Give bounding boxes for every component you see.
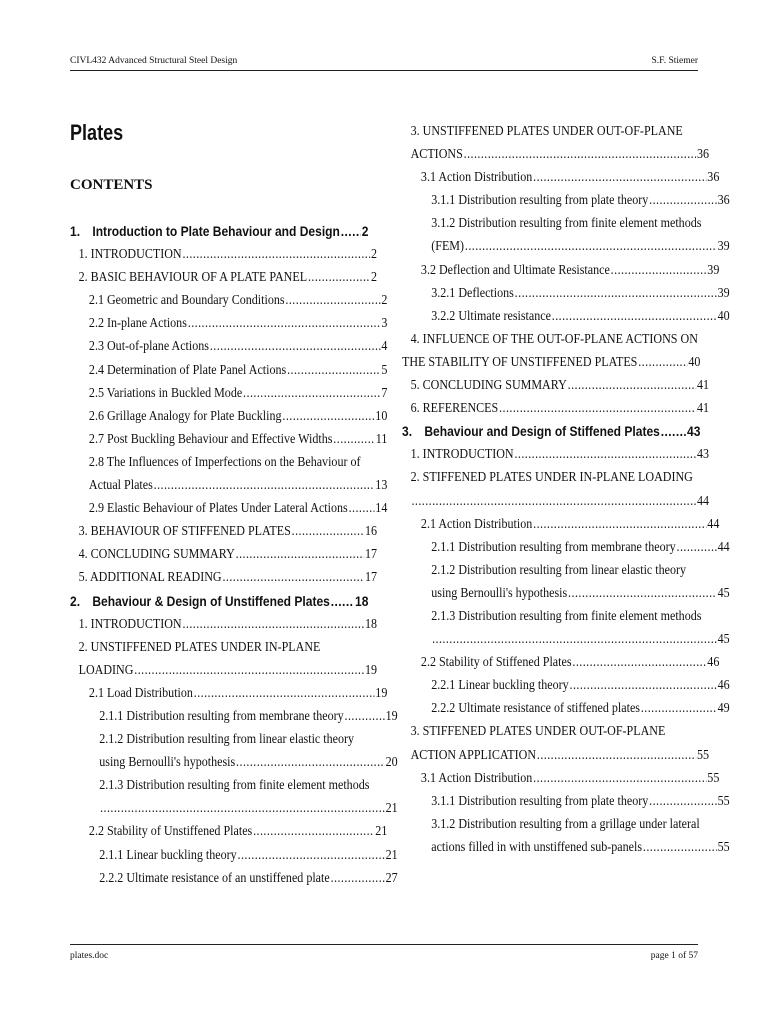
toc-leader-dots: [649, 790, 717, 813]
toc-leader-dots: [236, 543, 364, 566]
toc-leader-dots: [331, 590, 354, 613]
toc-page-number: 20: [385, 755, 398, 771]
toc-page-number: 13: [375, 478, 388, 494]
toc-page-number: 16: [364, 524, 378, 540]
toc-page-number: 5: [381, 362, 388, 378]
toc-entry[interactable]: [70, 520, 377, 543]
toc-page-number: 21: [385, 847, 398, 863]
toc-entry-text: Actual Plates: [88, 478, 153, 494]
toc-entry-text: 1. INTRODUCTION: [78, 247, 182, 263]
toc-leader-dots: [611, 259, 707, 282]
toc-entry-text: 2.1.1 Distribution resulting from membrane theory: [99, 708, 344, 724]
toc-entry-text: 2.3 Out-of-plane Actions: [88, 339, 209, 355]
toc-entry-text: 3.2 Deflection and Ultimate Resistance: [420, 262, 610, 278]
toc-entry[interactable]: [402, 536, 730, 559]
toc-entry[interactable]: [402, 282, 730, 305]
toc-entry-text: 2.1 Load Distribution: [88, 685, 193, 701]
toc-page-number: 2: [371, 270, 378, 286]
page-header: [70, 56, 698, 71]
toc-leader-dots: [568, 374, 696, 397]
toc-entry[interactable]: [402, 720, 709, 743]
toc-entry-text: 2.1.3 Distribution resulting from finite element methods: [431, 608, 702, 624]
toc-entry-text: 2.5 Variations in Buckled Mode: [88, 385, 243, 401]
toc-entry[interactable]: [402, 212, 730, 235]
toc-entry[interactable]: [402, 259, 719, 282]
toc-page-number: 39: [707, 262, 720, 278]
toc-page-number: 44: [696, 493, 710, 509]
toc-entry[interactable]: [402, 328, 709, 351]
toc-leader-dots: [349, 497, 375, 520]
toc-leader-dots: [154, 474, 375, 497]
toc-entry-text: using Bernoulli's hypothesis: [99, 755, 236, 771]
toc-entry[interactable]: [402, 397, 709, 420]
toc-entry[interactable]: [70, 659, 377, 682]
toc-entry[interactable]: [70, 451, 387, 474]
toc-entry[interactable]: [402, 582, 730, 605]
toc-leader-dots: [677, 536, 717, 559]
toc-entry[interactable]: [402, 305, 730, 328]
toc-page-number: 36: [696, 147, 710, 163]
toc-leader-dots: [641, 697, 717, 720]
toc-page-number: 45: [717, 632, 730, 648]
toc-chapter-number: 3.: [402, 423, 413, 440]
toc-entry[interactable]: [70, 636, 377, 659]
toc-entry[interactable]: [70, 543, 377, 566]
author-name: S.F. Stiemer: [651, 56, 698, 66]
page-number: page 1 of 57: [650, 951, 698, 961]
toc-entry[interactable]: [402, 120, 709, 143]
toc-entry-text: ACTIONS: [410, 147, 463, 163]
toc-entry[interactable]: [70, 682, 387, 705]
toc-entry[interactable]: [402, 443, 709, 466]
file-name: plates.doc: [70, 951, 109, 961]
toc-leader-dots: [661, 420, 686, 443]
toc-entry-text: 2.7 Post Buckling Behaviour and Effective Widths: [88, 431, 333, 447]
toc-leader-dots: [287, 359, 380, 382]
toc-entry[interactable]: [70, 382, 387, 405]
toc-leader-dots: [243, 382, 380, 405]
toc-leader-dots: [333, 428, 375, 451]
toc-entry[interactable]: [402, 166, 719, 189]
toc-entry-text: 2. STIFFENED PLATES UNDER IN-PLANE LOADING: [410, 470, 693, 486]
toc-leader-dots: [570, 674, 717, 697]
toc-entry[interactable]: [70, 566, 377, 589]
toc-leader-dots: [552, 305, 717, 328]
toc-page-number: 17: [364, 547, 378, 563]
toc-leader-dots: [188, 312, 381, 335]
toc-entry-text: 2.9 Elastic Behaviour of Plates Under Lateral Actions: [88, 501, 348, 517]
toc-entry-text: Behaviour and Design of Stiffened Plates: [424, 423, 660, 440]
toc-leader-dots: [572, 651, 706, 674]
toc-entry-text: 3. BEHAVIOUR OF STIFFENED PLATES: [78, 524, 291, 540]
toc-entry-text: 4. INFLUENCE OF THE OUT-OF-PLANE ACTIONS ON: [410, 331, 698, 347]
toc-entry[interactable]: [70, 797, 398, 820]
toc-page-number: 18: [355, 592, 369, 609]
toc-page-number: 18: [364, 616, 378, 632]
toc-leader-dots: [285, 289, 380, 312]
toc-leader-dots: [345, 705, 385, 728]
toc-leader-dots: [236, 751, 385, 774]
toc-entry[interactable]: [70, 705, 398, 728]
toc-entry-text: 2. BASIC BEHAVIOUR OF A PLATE PANEL: [78, 270, 308, 286]
toc-entry-text: 3.1 Action Distribution: [420, 770, 533, 786]
course-title: CIVL432 Advanced Structural Steel Design: [70, 56, 238, 66]
toc-entry-text: 2.8 The Influences of Imperfections on the Behaviour of: [88, 454, 361, 470]
toc-leader-dots: [194, 682, 375, 705]
toc-chapter-entry[interactable]: [402, 420, 700, 443]
toc-page-number: 4: [381, 339, 388, 355]
toc-entry[interactable]: [70, 728, 398, 751]
toc-page-number: 49: [717, 701, 730, 717]
toc-page-number: 41: [696, 401, 710, 417]
toc-page-number: 55: [717, 793, 730, 809]
toc-entry-text: 2.6 Grillage Analogy for Plate Buckling: [88, 408, 282, 424]
toc-entry-text: 1. INTRODUCTION: [78, 616, 182, 632]
toc-page-number: 14: [375, 501, 388, 517]
toc-leader-dots: [411, 490, 696, 513]
toc-leader-dots: [464, 143, 696, 166]
toc-page-number: 44: [707, 516, 720, 532]
toc-entry-text: 2.2.1 Linear buckling theory: [431, 678, 569, 694]
toc-leader-dots: [134, 659, 364, 682]
toc-page-number: 27: [385, 870, 398, 886]
toc-entry-text: 3.1.2 Distribution resulting from a grillage under lateral: [431, 816, 700, 832]
toc-leader-dots: [253, 820, 374, 843]
toc-page-number: 2: [361, 223, 369, 239]
toc-entry[interactable]: [70, 405, 387, 428]
toc-entry-text: Behaviour & Design of Unstiffened Plates: [92, 592, 330, 609]
toc-page-number: 36: [707, 170, 720, 186]
toc-page-number: 21: [385, 801, 398, 817]
toc-page-number: 55: [696, 747, 710, 763]
toc-entry[interactable]: [402, 767, 719, 790]
toc-leader-dots: [514, 443, 696, 466]
toc-entry[interactable]: [70, 289, 387, 312]
toc-entry[interactable]: [402, 374, 709, 397]
toc-page-number: 7: [381, 385, 388, 401]
toc-entry[interactable]: [70, 312, 387, 335]
toc-page-number: 40: [688, 354, 701, 370]
toc-entry-text: 4. CONCLUDING SUMMARY: [78, 547, 235, 563]
toc-page-number: 40: [717, 308, 730, 324]
toc-leader-dots: [533, 166, 706, 189]
toc-right-column: [402, 120, 730, 859]
toc-leader-dots: [432, 628, 717, 651]
toc-page-number: 21: [375, 824, 388, 840]
toc-page-number: 55: [717, 839, 730, 855]
toc-entry[interactable]: [402, 651, 719, 674]
toc-entry[interactable]: [70, 751, 398, 774]
toc-entry-text: 2.2 In-plane Actions: [88, 316, 187, 332]
toc-page-number: 10: [375, 408, 388, 424]
toc-page-number: 46: [707, 655, 720, 671]
toc-entry-text: 2.1 Action Distribution: [420, 516, 533, 532]
toc-page-number: 19: [385, 708, 398, 724]
toc-entry-text: 2. UNSTIFFENED PLATES UNDER IN-PLANE: [78, 639, 321, 655]
document-title: Plates: [70, 120, 124, 145]
toc-entry-text: 2.2.2 Ultimate resistance of an unstiffened plate: [99, 870, 330, 886]
toc-entry-text: 2.1 Geometric and Boundary Conditions: [88, 293, 285, 309]
toc-chapter-number: 1.: [70, 223, 81, 239]
toc-leader-dots: [182, 613, 364, 636]
toc-page-number: 43: [687, 423, 701, 440]
toc-entry-text: ACTION APPLICATION: [410, 747, 537, 763]
toc-leader-dots: [533, 767, 706, 790]
toc-leader-dots: [238, 844, 385, 867]
toc-leader-dots: [182, 243, 370, 266]
toc-page-number: 36: [717, 193, 730, 209]
toc-entry[interactable]: [402, 513, 719, 536]
toc-chapter-entry[interactable]: [70, 590, 368, 613]
toc-leader-dots: [210, 335, 381, 358]
toc-entry[interactable]: [402, 466, 709, 489]
toc-entry[interactable]: [70, 497, 387, 520]
toc-entry[interactable]: [70, 820, 387, 843]
toc-entry-text: LOADING: [78, 662, 134, 678]
toc-entry[interactable]: [70, 359, 387, 382]
contents-heading: CONTENTS: [70, 177, 153, 193]
toc-entry-text: 2.2 Stability of Stiffened Plates: [420, 655, 572, 671]
toc-entry-text: 3.2.2 Ultimate resistance: [431, 308, 551, 324]
toc-entry-text: using Bernoulli's hypothesis: [431, 585, 568, 601]
toc-entry[interactable]: [402, 235, 730, 258]
toc-entry[interactable]: [402, 490, 709, 513]
toc-entry[interactable]: [70, 266, 377, 289]
toc-entry-text: 3.1 Action Distribution: [420, 170, 533, 186]
toc-page-number: 11: [375, 431, 388, 447]
toc-leader-dots: [341, 220, 361, 243]
toc-entry-text: 2.2 Stability of Unstiffened Plates: [88, 824, 253, 840]
toc-entry-text: 5. ADDITIONAL READING: [78, 570, 222, 586]
toc-page-number: 39: [717, 285, 730, 301]
toc-entry-text: (FEM): [431, 239, 465, 255]
toc-leader-dots: [638, 351, 687, 374]
toc-entry[interactable]: [402, 674, 730, 697]
toc-leader-dots: [499, 397, 696, 420]
toc-leader-dots: [465, 235, 717, 258]
toc-entry[interactable]: [70, 613, 377, 636]
toc-page-number: 2: [381, 293, 388, 309]
toc-leader-dots: [331, 867, 385, 890]
toc-page-number: 19: [364, 662, 378, 678]
toc-entry-text: 2.1.1 Linear buckling theory: [99, 847, 237, 863]
toc-entry[interactable]: [402, 351, 700, 374]
toc-entry-text: 5. CONCLUDING SUMMARY: [410, 378, 567, 394]
toc-page-number: 39: [717, 239, 730, 255]
toc-entry[interactable]: [402, 744, 709, 767]
toc-entry-text: 2.1.2 Distribution resulting from linear elastic theory: [431, 562, 687, 578]
toc-leader-dots: [533, 513, 706, 536]
toc-entry-text: 3.1.2 Distribution resulting from finite element methods: [431, 216, 702, 232]
toc-leader-dots: [308, 266, 370, 289]
toc-entry-text: 2.1.3 Distribution resulting from finite element methods: [99, 778, 370, 794]
toc-entry[interactable]: [70, 867, 398, 890]
toc-page-number: 44: [717, 539, 730, 555]
toc-entry[interactable]: [70, 335, 387, 358]
toc-entry[interactable]: [70, 243, 377, 266]
toc-leader-dots: [568, 582, 717, 605]
toc-entry[interactable]: [402, 143, 709, 166]
page-footer: [70, 944, 698, 961]
toc-entry-text: 2.1.2 Distribution resulting from linear elastic theory: [99, 732, 355, 748]
toc-entry[interactable]: [402, 189, 730, 212]
toc-entry[interactable]: [402, 605, 730, 628]
toc-entry-text: 2.1.1 Distribution resulting from membrane theory: [431, 539, 676, 555]
toc-entry[interactable]: [70, 428, 387, 451]
toc-entry[interactable]: [70, 844, 398, 867]
toc-leader-dots: [649, 189, 717, 212]
toc-page-number: 3: [381, 316, 388, 332]
toc-page-number: 41: [696, 378, 710, 394]
toc-leader-dots: [222, 566, 364, 589]
toc-entry[interactable]: [70, 474, 387, 497]
toc-chapter-number: 2.: [70, 592, 81, 609]
toc-leader-dots: [292, 520, 364, 543]
toc-entry-text: 3. UNSTIFFENED PLATES UNDER OUT-OF-PLANE: [410, 124, 683, 139]
toc-leader-dots: [643, 836, 717, 859]
toc-page-number: 43: [696, 447, 710, 463]
toc-entry[interactable]: [402, 697, 730, 720]
toc-entry-text: 3. STIFFENED PLATES UNDER OUT-OF-PLANE: [410, 724, 666, 740]
toc-page-number: 45: [717, 585, 730, 601]
toc-leader-dots: [100, 797, 385, 820]
toc-leader-dots: [515, 282, 717, 305]
toc-page-number: 17: [364, 570, 378, 586]
toc-leader-dots: [282, 405, 374, 428]
toc-entry[interactable]: [402, 628, 730, 651]
toc-entry-text: actions filled in with unstiffened sub-panels: [431, 839, 643, 855]
toc-page-number: 46: [717, 678, 730, 694]
toc-entry[interactable]: [402, 790, 730, 813]
toc-page-number: 19: [375, 685, 388, 701]
toc-entry-text: 2.4 Determination of Plate Panel Actions: [88, 362, 287, 378]
toc-entry-text: 1. INTRODUCTION: [410, 447, 514, 463]
toc-entry[interactable]: [402, 813, 730, 836]
toc-entry-text: 6. REFERENCES: [410, 401, 499, 417]
toc-entry-text: 3.1.1 Distribution resulting from plate theory: [431, 193, 649, 209]
toc-entry[interactable]: [402, 559, 730, 582]
toc-entry-text: 3.1.1 Distribution resulting from plate theory: [431, 793, 649, 809]
toc-left-column: [70, 220, 398, 890]
toc-entry-text: Introduction to Plate Behaviour and Design: [92, 223, 340, 239]
toc-chapter-entry[interactable]: [70, 220, 368, 243]
toc-entry-text: 3.2.1 Deflections: [431, 285, 514, 301]
toc-entry[interactable]: [402, 836, 730, 859]
toc-leader-dots: [537, 744, 696, 767]
toc-entry-text: THE STABILITY OF UNSTIFFENED PLATES: [402, 354, 638, 370]
toc-page-number: 55: [707, 770, 720, 786]
toc-entry[interactable]: [70, 774, 398, 797]
toc-page-number: 2: [371, 247, 378, 263]
toc-entry-text: 2.2.2 Ultimate resistance of stiffened plates: [431, 701, 640, 717]
